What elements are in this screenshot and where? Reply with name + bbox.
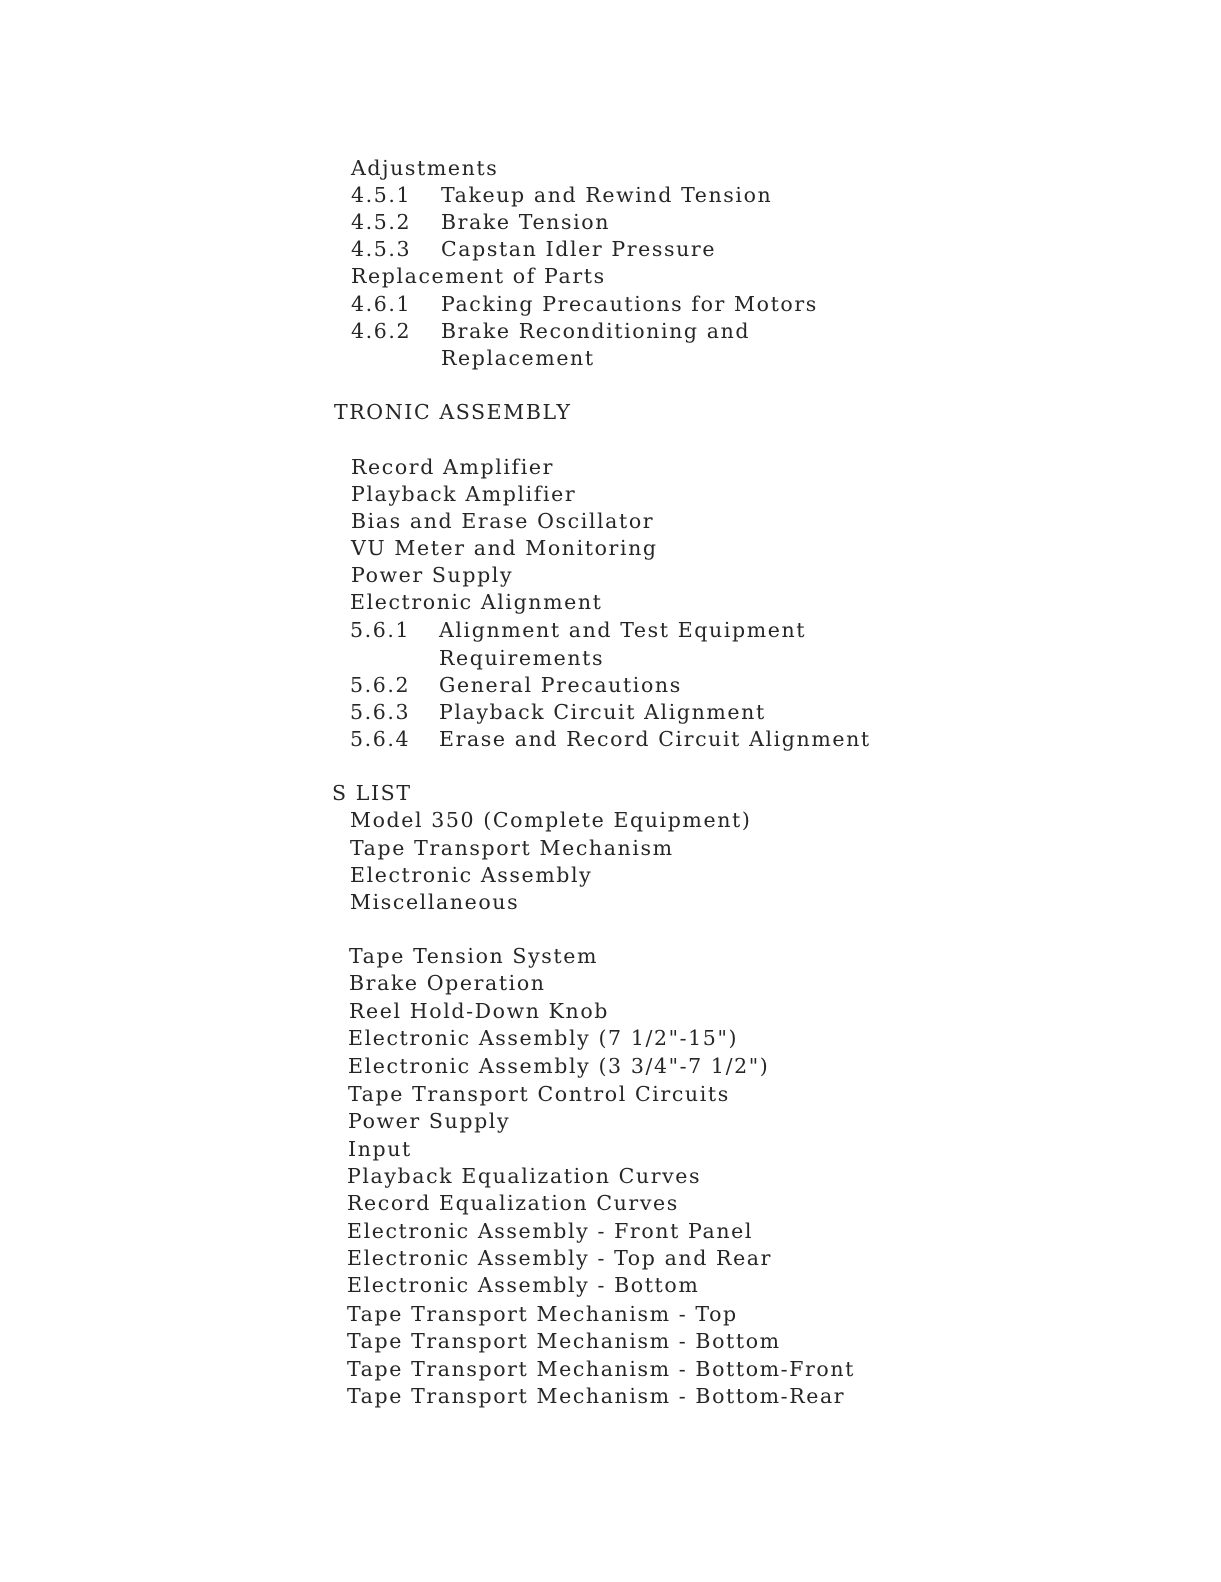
toc-entry: Tape Transport Mechanism xyxy=(350,836,674,860)
toc-number: 4.5.2 xyxy=(351,210,412,234)
toc-entry: Electronic Alignment xyxy=(350,590,603,614)
toc-title-continuation: Replacement xyxy=(441,346,595,370)
figure-entry: Brake Operation xyxy=(349,971,546,995)
figure-entry: Tape Tension System xyxy=(349,944,598,968)
toc-entry: Power Supply xyxy=(351,563,514,587)
toc-entry: Bias and Erase Oscillator xyxy=(351,509,655,533)
figure-entry: Record Equalization Curves xyxy=(347,1191,679,1215)
toc-entry: VU Meter and Monitoring xyxy=(351,536,658,560)
figure-entry: Electronic Assembly (7 1/2"-15") xyxy=(348,1026,739,1050)
figure-entry: Reel Hold-Down Knob xyxy=(349,999,610,1023)
figure-entry: Tape Transport Mechanism - Bottom-Rear xyxy=(347,1384,846,1408)
toc-number: 4.6.1 xyxy=(351,292,412,316)
figure-entry: Tape Transport Control Circuits xyxy=(348,1082,730,1106)
toc-title: General Precautions xyxy=(439,673,682,697)
toc-entry: Model 350 (Complete Equipment) xyxy=(350,808,752,832)
toc-entry: Miscellaneous xyxy=(350,890,520,914)
figure-entry: Electronic Assembly - Bottom xyxy=(347,1273,700,1297)
section-heading: TRONIC ASSEMBLY xyxy=(334,400,572,424)
figure-entry: Playback Equalization Curves xyxy=(347,1164,702,1188)
toc-entry: Playback Amplifier xyxy=(351,482,577,506)
toc-title-continuation: Requirements xyxy=(439,646,605,670)
toc-title: Erase and Record Circuit Alignment xyxy=(439,727,871,751)
toc-number: 4.5.3 xyxy=(351,237,412,261)
toc-title: Brake Tension xyxy=(441,210,610,234)
toc-number: 4.5.1 xyxy=(351,183,412,207)
toc-number: 4.6.2 xyxy=(351,319,412,343)
figure-entry: Input xyxy=(348,1137,412,1161)
figure-entry: Power Supply xyxy=(348,1109,511,1133)
toc-title: Packing Precautions for Motors xyxy=(441,292,818,316)
toc-entry-replacement: Replacement of Parts xyxy=(351,264,606,288)
figure-entry: Tape Transport Mechanism - Bottom-Front xyxy=(347,1357,856,1381)
toc-entry: Electronic Assembly xyxy=(350,863,593,887)
section-heading: S LIST xyxy=(332,781,412,805)
toc-title: Brake Reconditioning and xyxy=(441,319,751,343)
toc-title: Takeup and Rewind Tension xyxy=(441,183,773,207)
toc-number: 5.6.1 xyxy=(350,618,411,642)
toc-number: 5.6.2 xyxy=(350,673,411,697)
figure-entry: Tape Transport Mechanism - Top xyxy=(347,1302,738,1326)
toc-title: Playback Circuit Alignment xyxy=(439,700,766,724)
figure-entry: Electronic Assembly (3 3/4"-7 1/2") xyxy=(348,1054,770,1078)
figure-entry: Electronic Assembly - Front Panel xyxy=(347,1219,754,1243)
toc-number: 5.6.4 xyxy=(350,727,411,751)
figure-entry: Electronic Assembly - Top and Rear xyxy=(347,1246,773,1270)
toc-title: Capstan Idler Pressure xyxy=(441,237,717,261)
toc-entry: Record Amplifier xyxy=(351,455,554,479)
toc-entry-adjustments: Adjustments xyxy=(351,156,499,180)
toc-number: 5.6.3 xyxy=(350,700,411,724)
figure-entry: Tape Transport Mechanism - Bottom xyxy=(347,1329,781,1353)
toc-title: Alignment and Test Equipment xyxy=(439,618,807,642)
